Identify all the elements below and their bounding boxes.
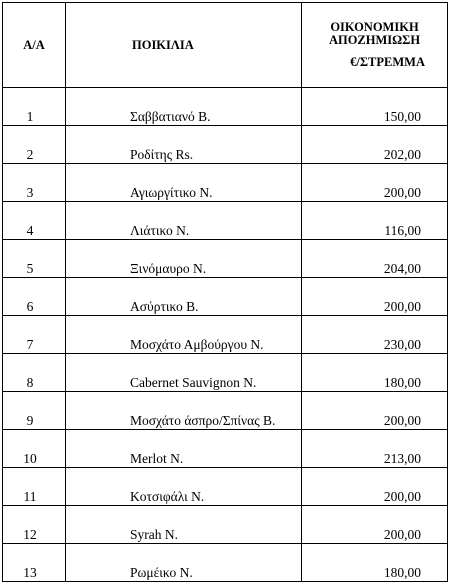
row-value: 200,00 [302,506,448,544]
row-variety: Ξινόμαυρο Ν. [66,240,302,278]
row-number: 10 [3,430,66,468]
row-number: 1 [3,88,66,126]
header-number: Α/Α [3,3,66,88]
row-number: 13 [3,544,66,582]
row-variety: Ρωμέικο Ν. [66,544,302,582]
row-number: 3 [3,164,66,202]
row-value: 204,00 [302,240,448,278]
row-number: 9 [3,392,66,430]
table-row [3,88,448,126]
row-value: 116,00 [302,202,448,240]
table-row [3,126,448,164]
row-number: 2 [3,126,66,164]
row-variety: Cabernet Sauvignon N. [66,354,302,392]
row-value: 230,00 [302,316,448,354]
row-number: 6 [3,278,66,316]
row-variety: Κοτσιφάλι Ν. [66,468,302,506]
row-variety: Merlot N. [66,430,302,468]
row-variety: Syrah N. [66,506,302,544]
compensation-table [2,2,448,582]
row-value: 213,00 [302,430,448,468]
row-number: 12 [3,506,66,544]
table-row [3,468,448,506]
table-header-row [3,3,448,88]
row-variety: Αγιωργίτικο Ν. [66,164,302,202]
row-variety: Μοσχάτο άσπρο/Σπίνας Β. [66,392,302,430]
row-value: 200,00 [302,278,448,316]
table-row [3,544,448,582]
row-number: 8 [3,354,66,392]
row-value: 200,00 [302,164,448,202]
row-number: 7 [3,316,66,354]
row-value: 180,00 [302,354,448,392]
table-row [3,316,448,354]
row-number: 5 [3,240,66,278]
table-row [3,392,448,430]
header-compensation-line1: ΟΙΚΟΝΟΜΙΚΗ [330,20,419,35]
row-value: 150,00 [302,88,448,126]
row-value: 180,00 [302,544,448,582]
row-variety: Ασύρτικο Β. [66,278,302,316]
table-row [3,164,448,202]
row-variety: Ροδίτης Rs. [66,126,302,164]
header-compensation [302,3,448,88]
row-variety: Λιάτικο Ν. [66,202,302,240]
header-compensation-unit: €/ΣΤΡΕΜΜΑ [350,55,425,70]
row-number: 11 [3,468,66,506]
row-variety: Σαββατιανό Β. [66,88,302,126]
table-row [3,202,448,240]
row-value: 202,00 [302,126,448,164]
table-row [3,240,448,278]
header-variety: ΠΟΙΚΙΛΙΑ [66,3,302,88]
row-value: 200,00 [302,392,448,430]
header-compensation-line2: ΑΠΟΖΗΜΙΩΣΗ [328,32,421,47]
table-body [3,88,448,582]
table-row [3,354,448,392]
row-variety: Μοσχάτο Αμβούργου Ν. [66,316,302,354]
table-row [3,430,448,468]
row-value: 200,00 [302,468,448,506]
table-row [3,506,448,544]
table-row [3,278,448,316]
row-number: 4 [3,202,66,240]
